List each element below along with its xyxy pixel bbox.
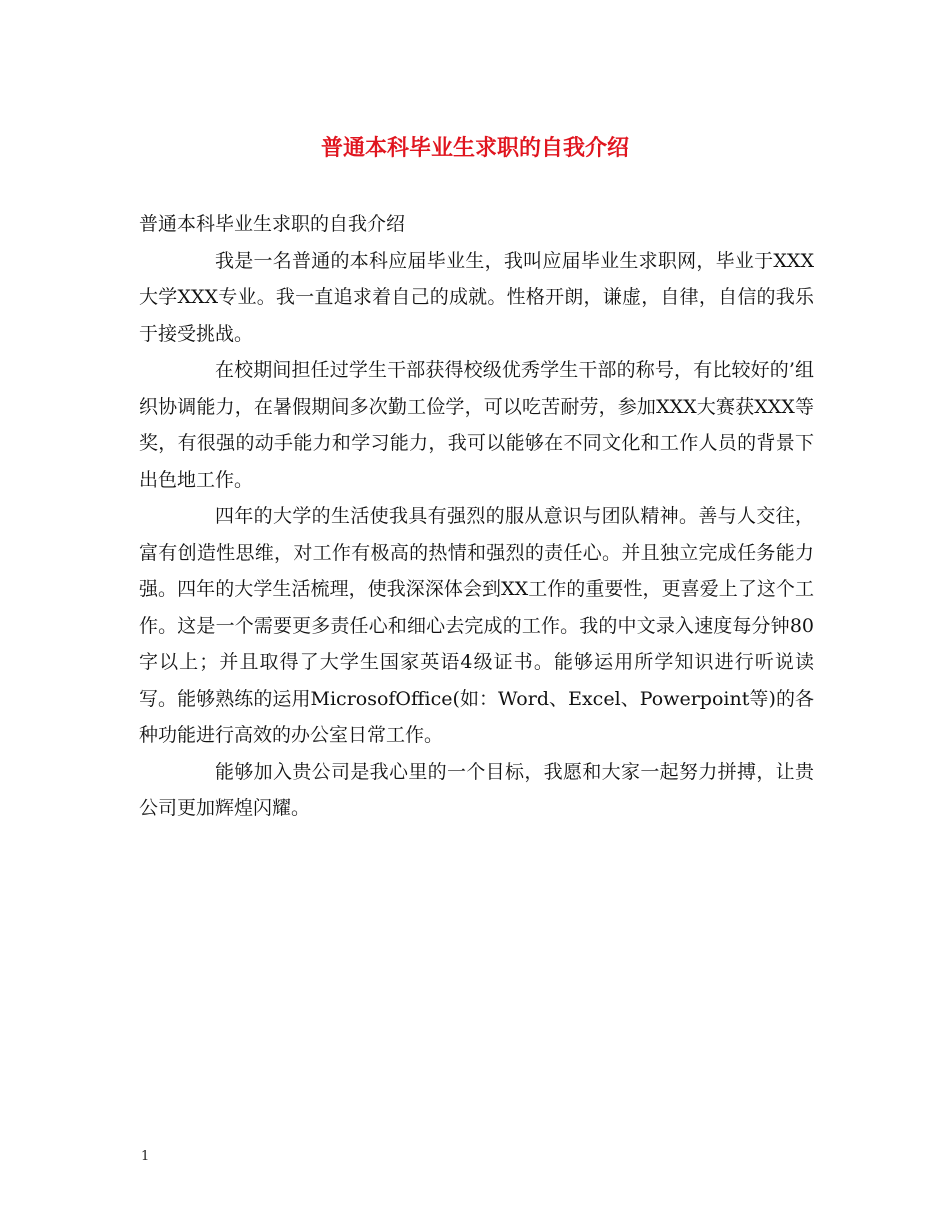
paragraph-campus-experience: 在校期间担任过学生干部获得校级优秀学生干部的称号，有比较好的’组织协调能力，在暑假期间多次勤工俭学，可以吃苦耐劳，参加XXX大赛获XXX等奖，有很强的动手能力和学习能力，我可以能够在不同文化和工作人员的背景下出色地工作。 [139, 359, 814, 491]
paragraph-introduction: 我是一名普通的本科应届毕业生，我叫应届毕业生求职网，毕业于XXX大学XXX专业。我一直追求着自己的成就。性格开朗，谦虚，自律，自信的我乐于接受挑战。 [139, 249, 814, 345]
paragraph-skills: 四年的大学的生活使我具有强烈的服从意识与团队精神。善与人交往，富有创造性思维，对工作有极高的热情和强烈的责任心。并且独立完成任务能力强。四年的大学生活梳理，使我深深体会到XX工作的重要性，更喜爱上了这个工作。这是一个需要更多责任心和细心去完成的工作。我的中文录入速度每分钟80字以上；并且取得了大学生国家英语4级证书。能够运用所学知识进行听说读写。能够熟练的运用MicrosofOffice(如：Word、Excel、Powerpoint等)的各种功能进行高效的办公室日常工作。 [139, 505, 814, 746]
document-subtitle: 普通本科毕业生求职的自我介绍 [139, 213, 406, 235]
paragraph-goal: 能够加入贵公司是我心里的一个目标，我愿和大家一起努力拼搏，让贵公司更加辉煌闪耀。 [139, 760, 814, 819]
page-number: 1 [141, 1149, 150, 1164]
document-title: 普通本科毕业生求职的自我介绍 [320, 135, 629, 161]
document-body [139, 206, 814, 827]
